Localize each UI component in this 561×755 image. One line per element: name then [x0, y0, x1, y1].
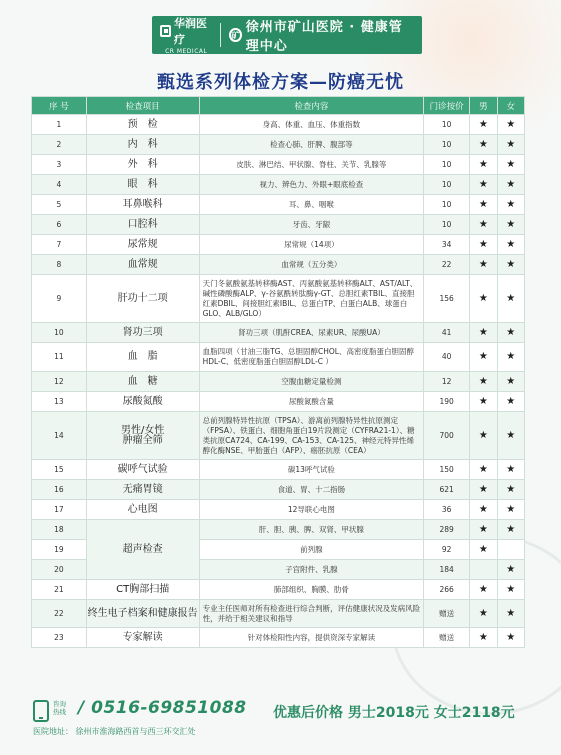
row-price: 156 [424, 275, 470, 323]
table-row [32, 235, 525, 255]
row-content: 肝、胆、胰、脾、双肾、甲状腺 [199, 520, 424, 540]
row-male: ★ [470, 580, 497, 600]
col-header-item: 检查项目 [86, 97, 199, 115]
row-price: 10 [424, 175, 470, 195]
row-female: ★ [497, 500, 524, 520]
table-row [32, 520, 525, 540]
row-female: ★ [497, 560, 524, 580]
hotline-label: 咨询热线 [53, 700, 66, 716]
row-price: 10 [424, 155, 470, 175]
row-number: 6 [32, 215, 87, 235]
row-price: 41 [424, 323, 470, 343]
row-item: 专家解读 [86, 628, 199, 648]
row-male: ★ [470, 255, 497, 275]
row-female: ★ [497, 255, 524, 275]
table-row [32, 115, 525, 135]
row-item: 男性/女性 肿瘤全筛 [86, 412, 199, 460]
row-number: 22 [32, 600, 87, 628]
row-number: 13 [32, 392, 87, 412]
header-divider [220, 23, 221, 47]
row-price: 266 [424, 580, 470, 600]
row-price: 184 [424, 560, 470, 580]
row-female: ★ [497, 135, 524, 155]
table-row [32, 628, 525, 648]
row-number: 12 [32, 372, 87, 392]
table-row [32, 255, 525, 275]
row-number: 3 [32, 155, 87, 175]
checkup-table [31, 96, 525, 648]
row-number: 15 [32, 460, 87, 480]
row-item: 预 检 [86, 115, 199, 135]
table-row [32, 323, 525, 343]
row-item: 终生电子档案和健康报告 [86, 600, 199, 628]
table-row [32, 343, 525, 372]
row-female: ★ [497, 323, 524, 343]
row-content: 总前列腺特异性抗原（TPSA）、游离前列腺特异性抗原测定（FPSA）、铁蛋白、细胞角蛋白19片段测定（CYFRA21-1）、糖类抗原CA724、CA-199、CA-153、CA-125、神经元特异性烯醇化酶NSE、甲胎蛋白（AFP）、癌胚抗原（CEA） [199, 412, 424, 460]
row-male: ★ [470, 323, 497, 343]
row-female: ★ [497, 412, 524, 460]
row-price: 289 [424, 520, 470, 540]
row-male: ★ [470, 275, 497, 323]
table-row [32, 412, 525, 460]
row-male: ★ [470, 540, 497, 560]
row-number: 21 [32, 580, 87, 600]
row-content: 空腹血糖定量检测 [199, 372, 424, 392]
col-header-content: 检查内容 [199, 97, 424, 115]
table-row [32, 500, 525, 520]
row-female: ★ [497, 520, 524, 540]
table-row [32, 215, 525, 235]
row-male: ★ [470, 600, 497, 628]
row-male: ★ [470, 460, 497, 480]
table-header-row [32, 97, 525, 115]
row-male: ★ [470, 480, 497, 500]
row-female: ★ [497, 372, 524, 392]
row-price: 10 [424, 115, 470, 135]
row-content: 碳13呼气试验 [199, 460, 424, 480]
row-price: 22 [424, 255, 470, 275]
row-price: 36 [424, 500, 470, 520]
row-number: 9 [32, 275, 87, 323]
row-content: 皮肤、淋巴结、甲状腺、脊柱、关节、乳腺等 [199, 155, 424, 175]
row-content: 血常规（五分类） [199, 255, 424, 275]
row-male: ★ [470, 343, 497, 372]
table-row [32, 372, 525, 392]
row-content: 尿常规（14项） [199, 235, 424, 255]
row-price: 92 [424, 540, 470, 560]
row-number: 10 [32, 323, 87, 343]
row-female: ★ [497, 195, 524, 215]
page-title: 甄选系列体检方案—防癌无忧 [157, 72, 404, 93]
row-number: 11 [32, 343, 87, 372]
row-female: ★ [497, 115, 524, 135]
row-item: 外 科 [86, 155, 199, 175]
row-female: ★ [497, 175, 524, 195]
row-content: 血脂四项（甘油三脂TG、总胆固醇CHOL、高密度脂蛋白胆固醇HDL-C、低密度脂蛋白胆固醇LDL-C ） [199, 343, 424, 372]
row-female: ★ [497, 580, 524, 600]
row-price: 40 [424, 343, 470, 372]
promo-price: 优惠后价格 男士2018元 女士2118元 [273, 705, 515, 721]
row-content: 食道、胃、十二指肠 [199, 480, 424, 500]
table-row [32, 155, 525, 175]
row-price: 621 [424, 480, 470, 500]
row-item: 尿酸氮酸 [86, 392, 199, 412]
row-item: 肾功三项 [86, 323, 199, 343]
row-number: 4 [32, 175, 87, 195]
row-number: 18 [32, 520, 87, 540]
row-number: 1 [32, 115, 87, 135]
table-row [32, 460, 525, 480]
table-row [32, 480, 525, 500]
row-item: 无痛胃镜 [86, 480, 199, 500]
row-content: 肺部组织、胸膜、肋骨 [199, 580, 424, 600]
row-content: 针对体检阳性内容，提供资深专家解读 [199, 628, 424, 648]
row-number: 19 [32, 540, 87, 560]
row-price: 赠送 [424, 628, 470, 648]
logo-cn-text: 华润医疗 [173, 17, 207, 46]
row-price: 34 [424, 235, 470, 255]
hospital-address: 医院地址： 徐州市淮海路西首与西三环交汇处 [33, 727, 196, 736]
row-female: ★ [497, 275, 524, 323]
row-male: ★ [470, 135, 497, 155]
row-price: 10 [424, 135, 470, 155]
row-price: 10 [424, 195, 470, 215]
table-row [32, 392, 525, 412]
row-content: 耳、鼻、咽喉 [199, 195, 424, 215]
row-item: 内 科 [86, 135, 199, 155]
row-content: 视力、辨色力、外眼+眼底检查 [199, 175, 424, 195]
row-price: 190 [424, 392, 470, 412]
row-content: 专业主任医师对所有检查进行综合判断，评估健康状况及发病风险性，并给于相关建议和指导 [199, 600, 424, 628]
row-item: 血 脂 [86, 343, 199, 372]
row-price: 150 [424, 460, 470, 480]
table-row [32, 135, 525, 155]
row-item: 碳呼气试验 [86, 460, 199, 480]
logo-en-text: CR MEDICAL [165, 48, 208, 55]
row-female [497, 540, 524, 560]
row-number: 17 [32, 500, 87, 520]
row-content: 前列腺 [199, 540, 424, 560]
row-male: ★ [470, 520, 497, 540]
row-content: 检查心肺、肝脾、腹部等 [199, 135, 424, 155]
col-header-male: 男 [470, 97, 497, 115]
table-row [32, 580, 525, 600]
row-female: ★ [497, 460, 524, 480]
row-male: ★ [470, 372, 497, 392]
row-male: ★ [470, 115, 497, 135]
row-female: ★ [497, 343, 524, 372]
row-item: CT胸部扫描 [86, 580, 199, 600]
row-content: 肾功三项（肌酐CREA、尿素UR、尿酸UA） [199, 323, 424, 343]
row-item: 血常规 [86, 255, 199, 275]
row-female: ★ [497, 628, 524, 648]
row-male [470, 560, 497, 580]
col-header-female: 女 [497, 97, 524, 115]
row-male: ★ [470, 155, 497, 175]
row-number: 7 [32, 235, 87, 255]
row-number: 8 [32, 255, 87, 275]
table-row [32, 175, 525, 195]
row-female: ★ [497, 600, 524, 628]
hotline-phone: / 0516-69851088 [78, 698, 247, 718]
row-content: 天门冬氨酸氨基转移酶AST、丙氨酸氨基转移酶ALT、AST/ALT、碱性磷酸酶ALP、γ-谷氨酰转肽酶γ-GT、总胆红素TBIL、直接胆红素DBIL、间接胆红素IBIL、总蛋白TP、白蛋白ALB、球蛋白GLO、ALB/GLO） [199, 275, 424, 323]
row-content: 尿酸氮酸含量 [199, 392, 424, 412]
row-male: ★ [470, 392, 497, 412]
row-price: 12 [424, 372, 470, 392]
hospital-logo-icon: 矿 [229, 28, 241, 42]
table-row [32, 275, 525, 323]
row-item: 耳鼻喉科 [86, 195, 199, 215]
col-header-no: 序 号 [32, 97, 87, 115]
row-number: 5 [32, 195, 87, 215]
header-banner [152, 16, 422, 54]
row-male: ★ [470, 215, 497, 235]
row-item: 肝功十二项 [86, 275, 199, 323]
cr-medical-logo [160, 15, 212, 55]
row-female: ★ [497, 155, 524, 175]
row-content: 子宫附件、乳腺 [199, 560, 424, 580]
row-female: ★ [497, 480, 524, 500]
row-male: ★ [470, 235, 497, 255]
row-item: 尿常规 [86, 235, 199, 255]
row-price: 10 [424, 215, 470, 235]
row-male: ★ [470, 412, 497, 460]
hospital-name: 徐州市矿山医院 · 健康管理中心 [245, 20, 403, 54]
row-content: 牙齿、牙龈 [199, 215, 424, 235]
table-row [32, 195, 525, 215]
row-content: 12导联心电图 [199, 500, 424, 520]
phone-icon [33, 700, 49, 722]
row-item: 超声检查 [86, 520, 199, 580]
row-male: ★ [470, 628, 497, 648]
row-item: 心电图 [86, 500, 199, 520]
row-female: ★ [497, 235, 524, 255]
col-header-price: 门诊按价 [424, 97, 470, 115]
row-number: 2 [32, 135, 87, 155]
row-price: 700 [424, 412, 470, 460]
row-number: 16 [32, 480, 87, 500]
row-price: 赠送 [424, 600, 470, 628]
row-item: 眼 科 [86, 175, 199, 195]
row-female: ★ [497, 215, 524, 235]
row-female: ★ [497, 392, 524, 412]
row-content: 身高、体重、血压、体重指数 [199, 115, 424, 135]
row-number: 20 [32, 560, 87, 580]
row-male: ★ [470, 175, 497, 195]
row-number: 23 [32, 628, 87, 648]
row-male: ★ [470, 500, 497, 520]
cr-logo-icon [160, 25, 171, 37]
row-number: 14 [32, 412, 87, 460]
table-row [32, 600, 525, 628]
footer [0, 694, 561, 755]
row-item: 口腔科 [86, 215, 199, 235]
row-male: ★ [470, 195, 497, 215]
row-item: 血 糖 [86, 372, 199, 392]
